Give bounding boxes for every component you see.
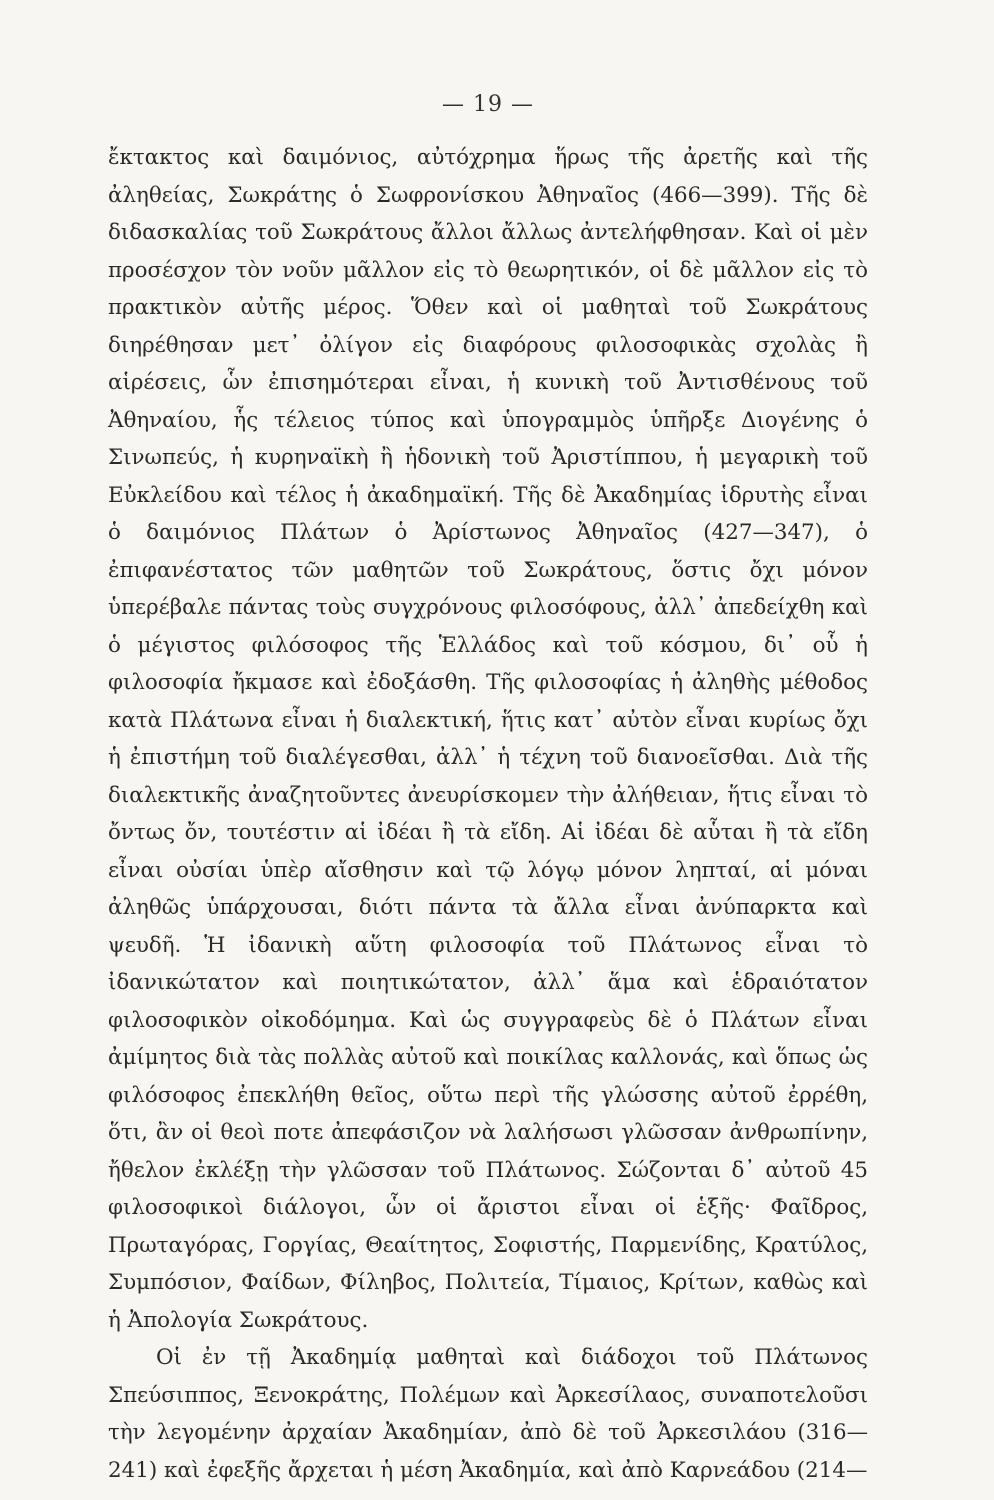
paragraph: Οἱ ἐν τῇ Ἀκαδημίᾳ μαθηταὶ καὶ διάδοχοι τοῦ Πλάτωνος Σπεύσιππος, Ξενοκράτης, Πολέμων καὶ Ἀρκεσίλαος, συναποτελοῦσι τὴν λεγομένην ἀρχαίαν Ἀκαδημίαν, ἀπὸ δὲ τοῦ Ἀρκεσιλάου (316—241) καὶ ἐφεξῆς ἄρχεται ἡ μέση Ἀκαδημία, καὶ ἀπὸ Καρνεάδου (214— xyxy=(108,1345,868,1483)
page-number: — 19 — xyxy=(442,92,534,117)
body-text xyxy=(108,139,868,1489)
paragraph: ἔκτακτος καὶ δαιμόνιος, αὐτόχρημα ἥρως τῆς ἀρετῆς καὶ τῆς ἀληθείας, Σωκράτης ὁ Σωφρονίσκου Ἀθηναῖος (466—399). Τῆς δὲ διδασκαλίας τοῦ Σωκράτους ἄλλοι ἄλλως ἀντελήφθησαν. Καὶ οἱ μὲν προσέσχον τὸν νοῦν μᾶλλον εἰς τὸ θεωρητικόν, οἱ δὲ μᾶλλον εἰς τὸ πρακτικὸν αὐτῆς μέρος. Ὅθεν καὶ οἱ μαθηταὶ τοῦ Σωκράτους διηρέθησαν μετ᾽ ὀλίγον εἰς διαφόρους φιλοσοφικὰς σχολὰς ἢ αἱρέσεις, ὧν ἐπισημότεραι εἶναι, ἡ κυνικὴ τοῦ Ἀντισθένους τοῦ Ἀθηναίου, ἧς τέλειος τύπος καὶ ὑπογραμμὸς ὑπῆρξε Διογένης ὁ Σινωπεύς, ἡ κυρηναϊκὴ ἢ ἡδονικὴ τοῦ Ἀριστίππου, ἡ μεγαρικὴ τοῦ Εὐκλείδου καὶ τέλος ἡ ἀκαδημαϊκή. Τῆς δὲ Ἀκαδημίας ἱδρυτὴς εἶναι ὁ δαιμόνιος Πλάτων ὁ Ἀρίστωνος Ἀθηναῖος (427—347), ὁ ἐπιφανέστατος τῶν μαθητῶν τοῦ Σωκράτους, ὅστις ὄχι μόνον ὑπερέβαλε πάντας τοὺς συγχρόνους φιλοσόφους, ἀλλ᾽ ἀπεδείχθη καὶ ὁ μέγιστος φιλόσοφος τῆς Ἑλλάδος καὶ τοῦ κόσμου, δι᾽ οὗ ἡ φιλοσοφία ἤκμασε καὶ ἐδοξάσθη. Τῆς φιλοσοφίας ἡ ἀληθὴς μέθοδος κατὰ Πλάτωνα εἶναι ἡ διαλεκτική, ἥτις κατ᾽ αὐτὸν εἶναι κυρίως ὄχι ἡ ἐπιστήμη τοῦ διαλέγεσθαι, ἀλλ᾽ ἡ τέχνη τοῦ διανοεῖσθαι. Διὰ τῆς διαλεκτικῆς ἀναζητοῦντες ἀνευρίσκομεν τὴν ἀλήθειαν, ἥτις εἶναι τὸ ὄντως ὄν, τουτέστιν αἱ ἰδέαι ἢ τὰ εἴδη. Αἱ ἰδέαι δὲ αὗται ἢ τὰ εἴδη εἶναι οὐσίαι ὑπὲρ αἴσθησιν καὶ τῷ λόγῳ μόνον ληπταί, αἱ μόναι ἀληθῶς ὑπάρχουσαι, διότι πάντα τὰ ἄλλα εἶναι ἀνύπαρκτα καὶ ψευδῆ. Ἡ ἰδανικὴ αὕτη φιλοσοφία τοῦ Πλάτωνος εἶναι τὸ ἰδανικώτατον καὶ ποιητικώτατον, ἀλλ᾽ ἅμα καὶ ἑδραιότατον φιλοσοφικὸν οἰκοδόμημα. Καὶ ὡς συγγραφεὺς δὲ ὁ Πλάτων εἶναι ἀμίμητος διὰ τὰς πολλὰς αὐτοῦ καὶ ποικίλας καλλονάς, καὶ ὅπως ὡς φιλόσοφος ἐπεκλήθη θεῖος, οὕτω περὶ τῆς γλώσσης αὐτοῦ ἐρρέθη, ὅτι, ἂν οἱ θεοὶ ποτε ἀπεφάσιζον νὰ λαλήσωσι γλῶσσαν ἀνθρωπίνην, ἤθελον ἐκλέξῃ τὴν γλῶσσαν τοῦ Πλάτωνος. Σώζονται δ᾽ αὐτοῦ 45 φιλοσοφικοὶ διάλογοι, ὧν οἱ ἄριστοι εἶναι οἱ ἑξῆς· Φαῖδρος, Πρωταγόρας, Γοργίας, Θεαίτητος, Σοφιστής, Παρμενίδης, Κρατύλος, Συμπόσιον, Φαίδων, Φίληβος, Πολιτεία, Τίμαιος, Κρίτων, καθὼς καὶ ἡ Ἀπολογία Σωκράτους. xyxy=(108,145,868,1333)
